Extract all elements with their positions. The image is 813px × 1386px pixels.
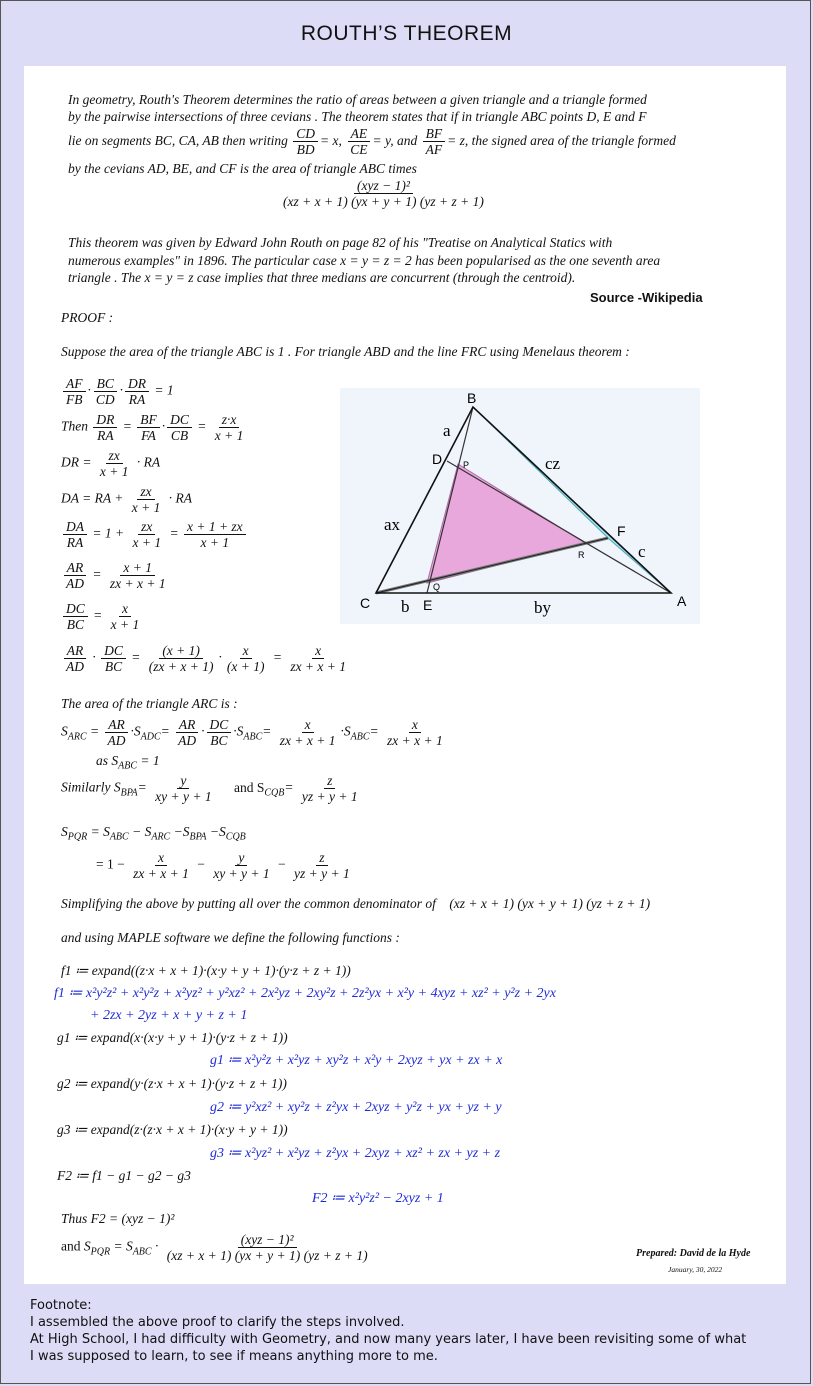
step-spqr-2: = 1 − $\frac{x}{zx + x + 1}$ − $\frac{y}{xy + y + 1}$ − $\frac{z}{yz + y + 1}$	[96, 850, 350, 881]
proof-label: PROOF :	[61, 310, 114, 325]
history-line-2: numerous examples" in 1896. The particular case x = y = z = 2 has been popularised as the one seventh area	[68, 253, 661, 268]
footnote-line-1: I assembled the above proof to clarify the steps involved.	[30, 1315, 405, 1330]
step-similarly: Similarly $S_{BPA}=$ $\frac{y}{xy + y + 1}$ and $S_{CQB}=$ $\frac{z}{yz + y + 1}$	[61, 773, 358, 804]
footnote	[30, 1297, 746, 1365]
step-sarc: $S_{ARC}$ = $\frac{AR}{AD}$ $\cdot S_{ADC}=$ $\frac{AR}{AD}$ · $\frac{DC}{BC}$ $\cdot S_{ABC}=$ $\frac{x}{zx + x + 1}$ $\cdot S_{ABC}=$ $\frac{x}{zx + x + 1}$	[61, 717, 443, 748]
suppose-line: Suppose the area of the triangle ABC is 1 . For triangle ABD and the line FRC using Menelaus theorem :	[61, 344, 630, 359]
label-p: P	[463, 460, 470, 470]
label-q: Q	[433, 582, 441, 592]
maple-g2-input: g2 ≔ expand(y·(z·x + x + 1)·(y·z + z + 1))	[57, 1076, 287, 1091]
history-line-3: triangle . The x = y = z case implies that three medians are concurrent (through the centroid).	[68, 270, 576, 285]
fraction-bf-af: $\frac{BF}{AF}$	[423, 126, 446, 157]
content-panel	[24, 66, 786, 1284]
thus-line: Thus F2 = (xyz − 1)²	[61, 1211, 175, 1226]
side-label-b: b	[401, 597, 410, 616]
side-label-by: by	[534, 598, 551, 617]
fraction-cd-bd: $\frac{CD}{BD}$	[293, 126, 318, 157]
step-ar-ad: $\frac{AR}{AD}$ = $\frac{x + 1}{zx + x + 1}$	[61, 560, 171, 591]
footnote-heading: Footnote:	[30, 1298, 92, 1313]
maple-g1-output: g1 ≔ x²y²z + x²yz + xy²z + x²y + 2xyz + yx + zx + x	[210, 1053, 503, 1068]
history-line-1: This theorem was given by Edward John Routh on page 82 of his "Treatise on Analytical Statics with	[68, 235, 613, 250]
intro-line-2: by the pairwise intersections of three cevians . The theorem states that if in triangle ABC points D, E and F	[68, 109, 647, 124]
maple-f2-input: F2 ≔ f1 − g1 − g2 − g3	[57, 1168, 191, 1183]
side-label-cz: cz	[545, 454, 561, 473]
step-sabc-one: as $S_{ABC} = 1$	[96, 753, 160, 772]
page-title: ROUTH’S THEOREM	[300, 22, 513, 45]
maple-f2-output: F2 ≔ x²y²z² − 2xyz + 1	[312, 1191, 444, 1206]
step-da: DA = RA + $\frac{zx}{x + 1}$ · RA	[61, 484, 192, 515]
intro-line-3: lie on segments BC, CA, AB then writing $\frac{CD}{BD}$ = x, $\frac{AE}{CE}$ = y, and $\frac{BF}{AF}$ = z, the signed area of the triangle formed	[68, 126, 676, 158]
maple-g1-input: g1 ≔ expand(x·(x·y + y + 1)·(y·z + z + 1))	[57, 1030, 288, 1045]
footnote-line-2: At High School, I had difficulty with Geometry, and now many years later, I have been revisiting some of what	[30, 1332, 747, 1347]
routh-formula: $\frac{\text{(xyz − 1)²}}{(xz + x + 1) (yx + y + 1) (yz + z + 1)}$	[283, 178, 484, 209]
simplify-line: Simplifying the above by putting all over the common denominator of (xz + x + 1) (yx + y + 1) (yz + z + 1)	[61, 896, 651, 911]
step-da-ra: $\frac{DA}{RA}$ = 1 + $\frac{zx}{x + 1}$ = $\frac{x + 1 + zx}{x + 1}$	[61, 519, 248, 550]
prepared-by: Prepared: David de la Hyde	[636, 1248, 751, 1259]
maple-f1-output-2: + 2zx + 2yz + x + y + z + 1	[90, 1008, 248, 1023]
maple-intro: and using MAPLE software we define the following functions :	[61, 930, 400, 945]
prepared-date: January, 30, 2022	[668, 1265, 723, 1274]
label-e: E	[423, 597, 433, 613]
final-result: and $S_{PQR} = S_{ABC}$ · $\frac{\text{(xyz − 1)²}}{(xz + x + 1) (yx + y + 1) (yz + z + 1)}$	[61, 1232, 368, 1263]
maple-f1-input: f1 ≔ expand((z·x + x + 1)·(x·y + y + 1)·(y·z + z + 1))	[61, 963, 351, 978]
fraction-ae-ce: $\frac{AE}{CE}$	[347, 126, 370, 157]
step-menelaus: $\frac{AF}{FB}$ · $\frac{BC}{CD}$ · $\frac{DR}{RA}$ = 1	[61, 376, 174, 407]
side-label-a: a	[443, 421, 451, 440]
footnote-line-3: I was supposed to learn, to see if means anything more to me.	[30, 1349, 438, 1364]
source-label: Source -Wikipedia	[590, 290, 703, 305]
maple-g3-input: g3 ≔ expand(z·(z·x + x + 1)·(x·y + y + 1))	[57, 1122, 288, 1137]
intro-line-1: In geometry, Routh's Theorem determines the ratio of areas between a given triangle and a triangle formed	[68, 92, 647, 107]
side-label-ax: ax	[384, 515, 401, 534]
step-dr-ra: Then $\frac{DR}{RA}$ = $\frac{BF}{FA}$ · $\frac{DC}{CB}$ = $\frac{z\cdot x}{x + 1}$	[61, 412, 244, 443]
label-c: C	[360, 595, 371, 611]
triangle-diagram	[340, 388, 700, 624]
label-f: F	[617, 523, 626, 539]
step-dc-bc: $\frac{DC}{BC}$ = $\frac{x}{x + 1}$	[61, 601, 144, 632]
label-d: D	[432, 451, 443, 467]
maple-g2-output: g2 ≔ y²xz² + xy²z + z²yx + 2xyz + y²z + yx + yz + y	[210, 1100, 502, 1115]
step-dr: DR = $\frac{zx}{x + 1}$ · RA	[61, 448, 161, 479]
intro-line-4: by the cevians AD, BE, and CF is the area of triangle ABC times	[68, 161, 417, 176]
area-arc-label: The area of the triangle ARC is :	[61, 696, 238, 711]
label-b: B	[467, 390, 477, 406]
maple-g3-output: g3 ≔ x²yz² + x²yz + z²yx + 2xyz + xz² + zx + yz + z	[210, 1146, 501, 1161]
side-label-c: c	[638, 542, 646, 561]
step-spqr-1: $S_{PQR} = S_{ABC} - S_{ARC} -S_{BPA} -S_{CQB}$	[61, 824, 246, 843]
label-a: A	[677, 593, 687, 609]
step-product: $\frac{AR}{AD}$ · $\frac{DC}{BC}$ = $\frac{(x + 1)}{(zx + x + 1)}$ · $\frac{x}{(x + 1)}$ = $\frac{x}{zx + x + 1}$	[61, 643, 351, 674]
maple-f1-output-1: f1 ≔ x²y²z² + x²y²z + x²yz² + y²xz² + 2x²yz + 2xy²z + 2z²yx + x²y + 4xyz + xz² + y²z + 2yx	[54, 986, 556, 1001]
label-r: R	[578, 550, 585, 560]
intro-line-3-text: lie on segments BC, CA, AB then writing	[68, 133, 288, 148]
